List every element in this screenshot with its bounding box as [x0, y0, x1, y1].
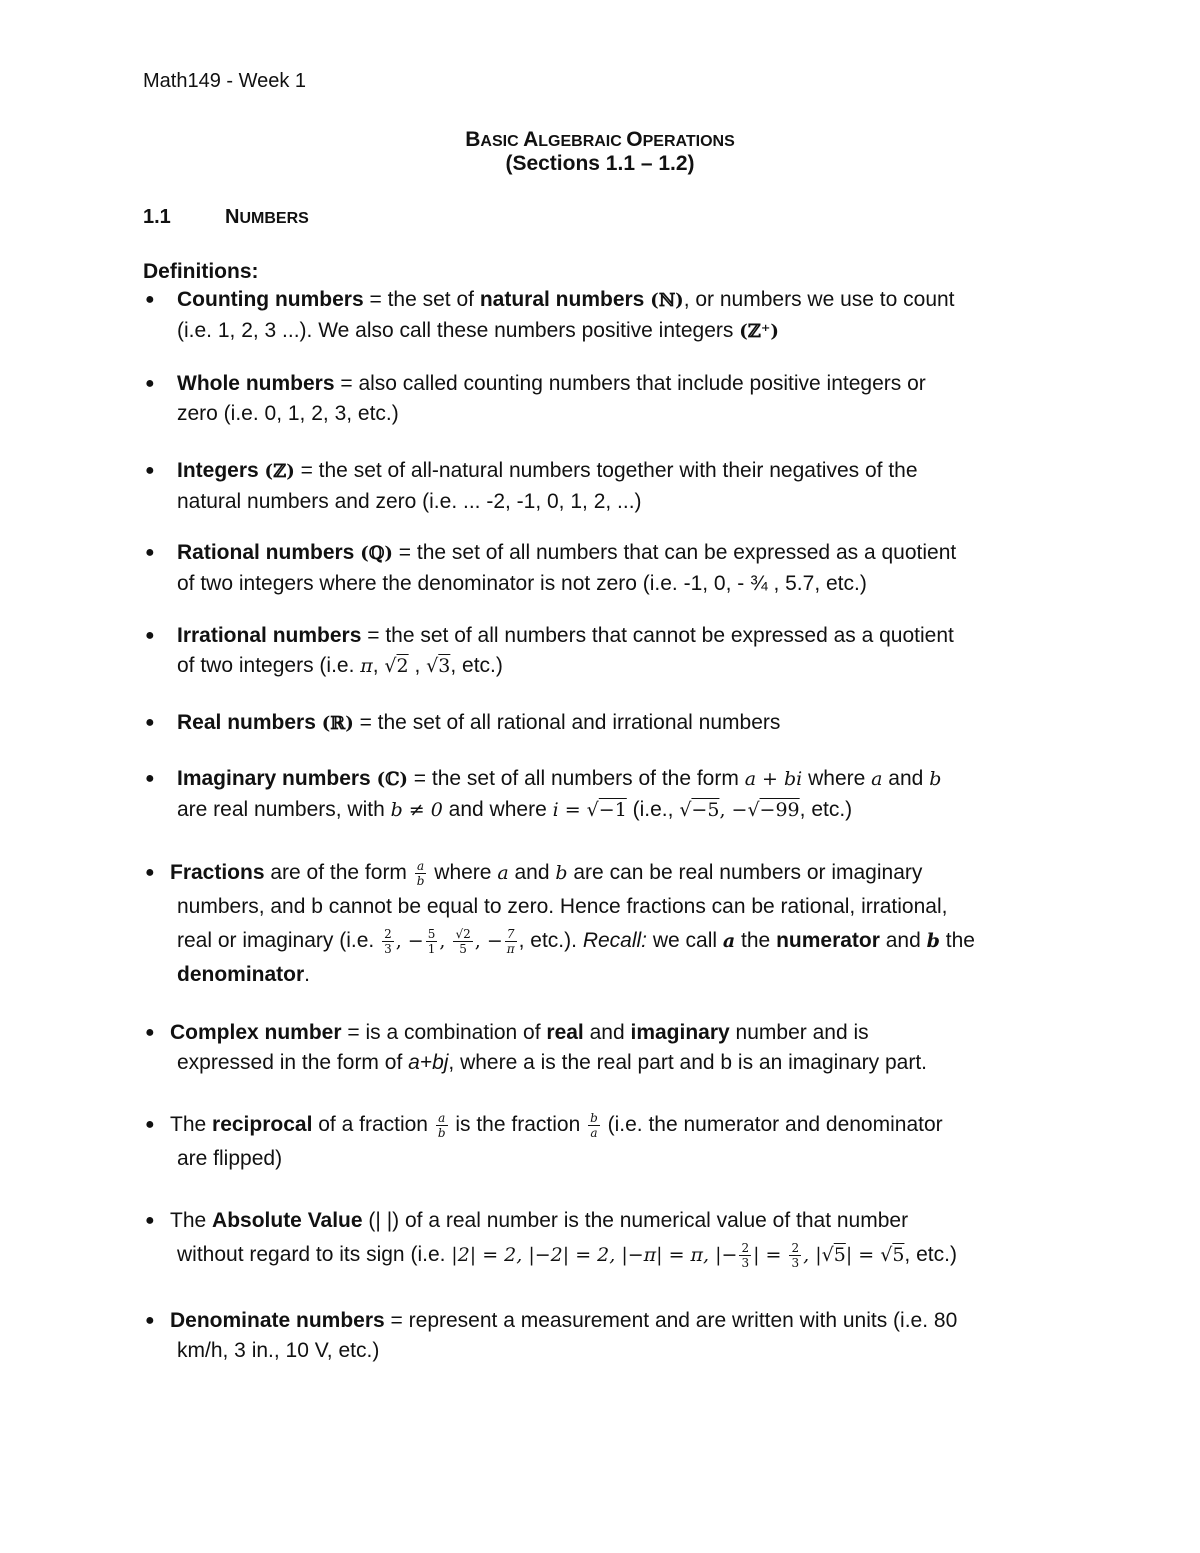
definitions-label: Definitions:	[143, 260, 259, 283]
bullet-icon: ●	[145, 1212, 155, 1229]
bullet-icon: ●	[145, 770, 155, 787]
definition-whole: ● Whole numbers = also called counting numbers that include positive integers or zero (i.e. 0, 1, 2, 3, etc.)	[145, 369, 1065, 429]
definition-counting: ● Counting numbers = the set of natural numbers (ℕ), or numbers we use to count (i.e. 1, 2, 3 ...). We also call these numbers positive integers (ℤ⁺)	[145, 285, 1065, 347]
page-title: BASIC ALGEBRAIC OPERATIONS	[465, 128, 735, 151]
definition-denominate: ● Denominate numbers = represent a measurement and are written with units (i.e. 80 km/h, 3 in., 10 V, etc.)	[145, 1306, 1065, 1366]
definition-absolute-value: ● The Absolute Value (| |) of a real number is the numerical value of that number without regard to its sign (i.e. |2| = 2, |−2| = 2, |−π| = π, |− $\frac{2}{3}$ | = $\frac{2}{3}$ , |√5| = √5, etc.)	[145, 1204, 1065, 1272]
definition-rational: ● Rational numbers (ℚ) = the set of all numbers that can be expressed as a quotient of two integers where the denominator is not zero (i.e. -1, 0, - ¾ , 5.7, etc.)	[145, 538, 1065, 599]
definition-real: ● Real numbers (ℝ) = the set of all rational and irrational numbers	[145, 708, 1065, 739]
bullet-icon: ●	[145, 544, 155, 561]
bullet-icon: ●	[145, 1312, 155, 1329]
bullet-icon: ●	[145, 627, 155, 644]
bullet-icon: ●	[145, 291, 155, 308]
bullet-icon: ●	[145, 375, 155, 392]
fraction-a-over-b: $\frac{a}{b}$	[416, 858, 425, 888]
definition-reciprocal: ● The reciprocal of a fraction $\frac{a}{b}$ is the fraction $\frac{b}{a}$ (i.e. the numerator and denominator are flipped)	[145, 1108, 1065, 1176]
section-number: 1.1	[143, 206, 171, 228]
header-course: Math149 - Week 1	[143, 70, 307, 92]
bullet-icon: ●	[145, 714, 155, 731]
definition-fractions: ● Fractions are of the form $\frac{a}{b}$ where a and b are can be real numbers or imaginary numbers, and b cannot be equal to zero. Hence fractions can be rational, irrational, real or imaginary (i.e. $\frac{2}{3}$ , − $\frac{5}{1}$ , $\frac{√2}{5}$ , − $\frac{7}{\pi}$ , etc.). Recall: we call a the numerator and b the denominator.	[145, 856, 1065, 992]
definition-integers: ● Integers (ℤ) = the set of all-natural numbers together with their negatives of the natural numbers and zero (i.e. ... -2, -1, 0, 1, 2, ...)	[145, 456, 1065, 517]
bullet-icon: ●	[145, 864, 155, 881]
section-heading: 1.1 NUMBERS	[143, 206, 309, 228]
definition-imaginary: ● Imaginary numbers (ℂ) = the set of all numbers of the form a + bi where a and b are real numbers, with b ≠ 0 and where i = √−1 (i.e., √−5, −√−99, etc.)	[145, 764, 1065, 825]
definition-irrational: ● Irrational numbers = the set of all numbers that cannot be expressed as a quotient of two integers (i.e. π, √2 , √3, etc.)	[145, 621, 1065, 681]
page-subtitle: (Sections 1.1 – 1.2)	[505, 152, 695, 175]
bullet-icon: ●	[145, 1116, 155, 1133]
bullet-icon: ●	[145, 1024, 155, 1041]
bullet-icon: ●	[145, 462, 155, 479]
definition-complex: ● Complex number = is a combination of real and imaginary number and is expressed in the form of a+bj, where a is the real part and b is an imaginary part.	[145, 1018, 1065, 1078]
